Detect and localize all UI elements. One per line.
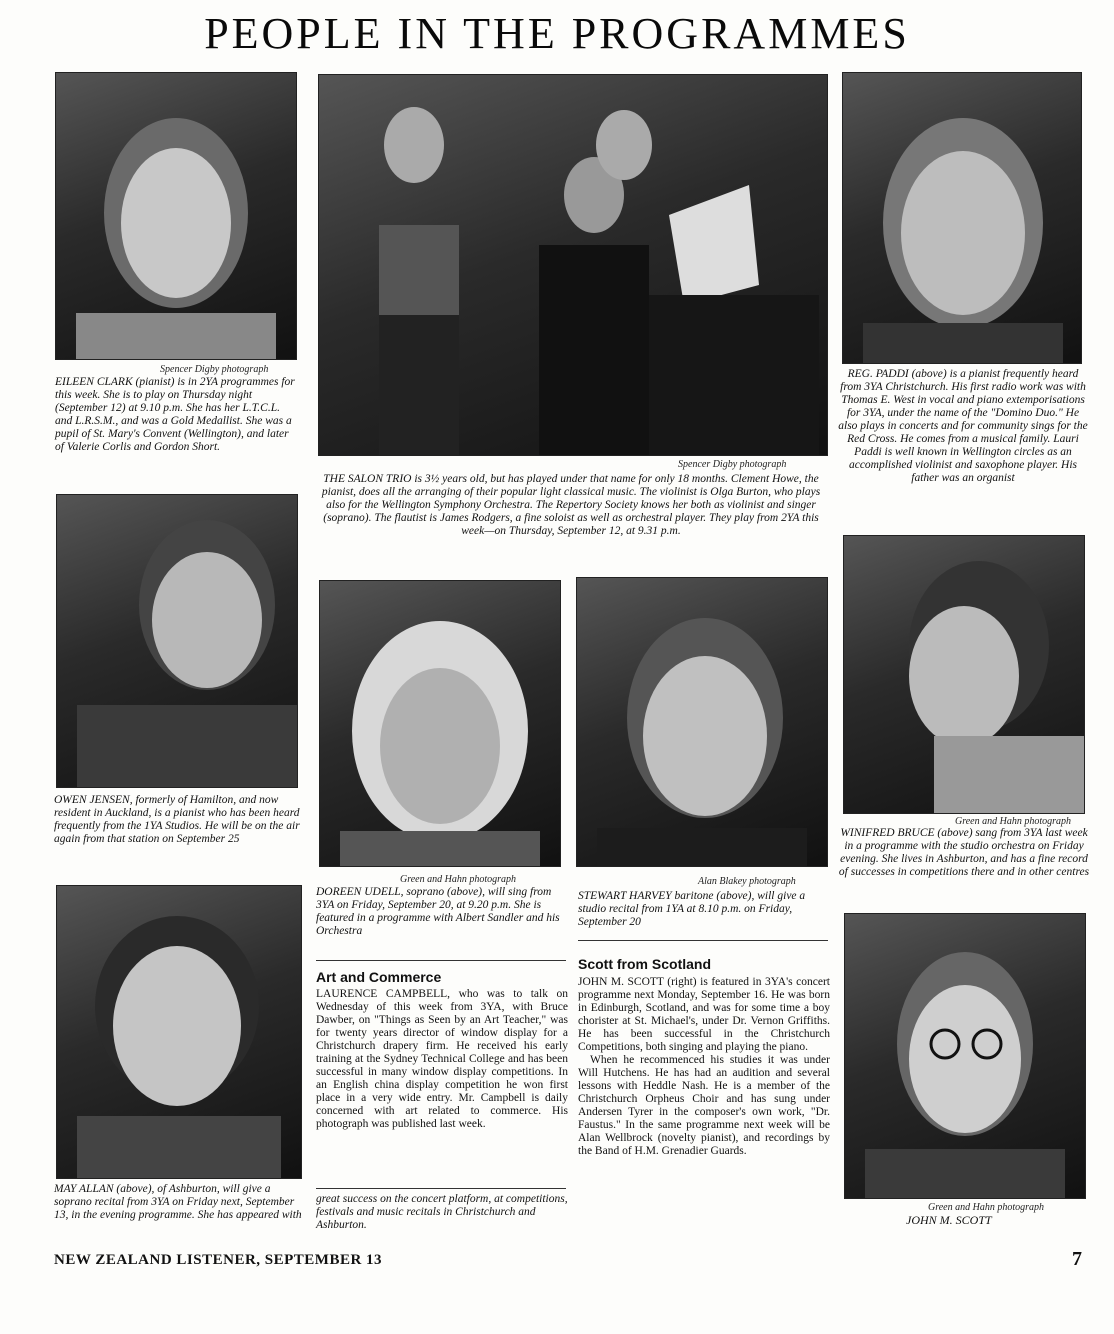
- portrait-stewart-harvey: [576, 577, 828, 867]
- credit-scott: Green and Hahn photograph: [928, 1202, 1045, 1213]
- portrait-silhouette: [844, 536, 1084, 813]
- article-heading-scott: Scott from Scotland: [578, 956, 712, 972]
- article-body-scott: [578, 976, 830, 1158]
- portrait-silhouette: [845, 914, 1085, 1198]
- credit-clark: Spencer Digby photograph: [160, 364, 269, 375]
- portrait-silhouette: [577, 578, 827, 866]
- caption-doreen-udell: DOREEN UDELL, soprano (above), will sing from 3YA on Friday, September 20, at 9.20 p.m. She is featured in a programme with Albert Sandler and his Orchestra: [316, 886, 560, 937]
- caption-may-allan: MAY ALLAN (above), of Ashburton, will give a soprano recital from 3YA on Friday next, September 13, in the evening programme. She has appeared with: [54, 1183, 302, 1221]
- portrait-eileen-clark: [55, 72, 297, 360]
- portrait-winifred-bruce: [843, 535, 1085, 814]
- credit-udell: Green and Hahn photograph: [400, 874, 517, 885]
- caption-salon-trio: THE SALON TRIO is 3½ years old, but has played under that name for only 18 months. Clement Howe, the pianist, does all the arranging of their popular light classical music. The violinist is Olga Burton, who plays also for the Wellington Symphony Orchestra. The Repertory Society knows her both as violinist and singer (soprano). The flautist is James Rodgers, a fine soloist as well as orchestral player. They play from 2YA this week—on Thursday, September 12, at 9.31 p.m.: [321, 473, 821, 537]
- portrait-silhouette: [56, 73, 296, 359]
- page-headline: PEOPLE IN THE PROGRAMMES: [204, 9, 910, 58]
- portrait-owen-jensen: [56, 494, 298, 788]
- credit-harvey: Alan Blakey photograph: [698, 876, 796, 887]
- caption-winifred-bruce: WINIFRED BRUCE (above) sang from 3YA last week in a programme with the studio orchestra on Friday evening. She lives in Ashburton, and has a fine record of successes in competitions there and in other centres: [838, 827, 1090, 878]
- portrait-silhouette: [320, 581, 560, 866]
- article-heading-art: Art and Commerce: [316, 969, 442, 985]
- caption-john-scott: JOHN M. SCOTT: [906, 1213, 992, 1227]
- caption-stewart-harvey: STEWART HARVEY baritone (above), will give a studio recital from 1YA at 8.10 p.m. on Friday, September 20: [578, 890, 806, 928]
- photo-salon-trio: [318, 74, 828, 456]
- caption-may-allan-continued: great success on the concert platform, at competitions, festivals and music recitals in Christchurch and Ashburton.: [316, 1193, 568, 1231]
- page-number: 7: [1072, 1248, 1082, 1270]
- portrait-may-allan: [56, 885, 302, 1179]
- article-paragraph: When he recommenced his studies it was under Will Hutchens. He has had an audition and several lessons with Heddle Nash. He is a member of the Christchurch Orpheus Choir and has sung under Andersen Tyrer in the composer's own work, "Dr. Faustus." In the same programme next week will be Alan Wellbrock (novelty pianist), and recordings by the Band of H.M. Grenadier Guards.: [578, 1054, 830, 1157]
- portrait-silhouette: [57, 495, 297, 787]
- article-paragraph: JOHN M. SCOTT (right) is featured in 3YA's concert programme next Monday, September 16. He was born in Edinburgh, Scotland, and was for some time a boy chorister at St. Michael's, under Dr. Vernon Griffiths. He has been successful in the Christchurch Competitions, both singing and playing the piano.: [578, 976, 830, 1053]
- article-paragraph: LAURENCE CAMPBELL, who was to talk on Wednesday of this week from 3YA, with Bruce Dawber, on "Things as Seen by an Art Teacher," was for twenty years director of window display for a Christchurch drapery firm. He received his early training at the Sydney Technical College and has been successful in many window display competitions. In an English china display competition he won first place in a very wide entry. Mr. Campbell is daily concerned with art related to commerce. His photograph was published last week.: [316, 988, 568, 1130]
- portrait-reg-paddi: [842, 72, 1082, 364]
- footer-publication: NEW ZEALAND LISTENER, SEPTEMBER 13: [54, 1252, 383, 1268]
- caption-owen-jensen: OWEN JENSEN, formerly of Hamilton, and now resident in Auckland, is a pianist who has been heard frequently from the 1YA Studios. He will be on the air again from that station on September 25: [54, 794, 300, 845]
- caption-reg-paddi: REG. PADDI (above) is a pianist frequently heard from 3YA Christchurch. His first radio work was with Thomas E. West in vocal and piano extemporisations for 3YA, under the name of the "Domino Duo." He also plays in concerts and for community sings for the Red Cross. He comes from a musical family. Lauri Paddi is well known in Wellington circles as an accomplished violinist and saxophone player. His father was an organist: [838, 368, 1088, 484]
- divider: [578, 940, 828, 941]
- portrait-silhouette: [843, 73, 1081, 363]
- divider: [316, 1188, 566, 1189]
- article-body-art: [316, 988, 568, 1131]
- portrait-doreen-udell: [319, 580, 561, 867]
- caption-eileen-clark: EILEEN CLARK (pianist) is in 2YA programmes for this week. She is to play on Thursday night (September 12) at 9.10 p.m. She has her L.T.C.L. and L.R.S.M., and was a Gold Medallist. She was a pupil of St. Mary's Convent (Wellington), and later of Valerie Corlis and Gordon Short.: [55, 376, 295, 453]
- credit-trio: Spencer Digby photograph: [678, 459, 787, 470]
- portrait-silhouette: [57, 886, 301, 1178]
- trio-silhouette: [319, 75, 827, 455]
- divider: [316, 960, 566, 961]
- portrait-john-scott: [844, 913, 1086, 1199]
- credit-bruce: Green and Hahn photograph: [955, 816, 1072, 827]
